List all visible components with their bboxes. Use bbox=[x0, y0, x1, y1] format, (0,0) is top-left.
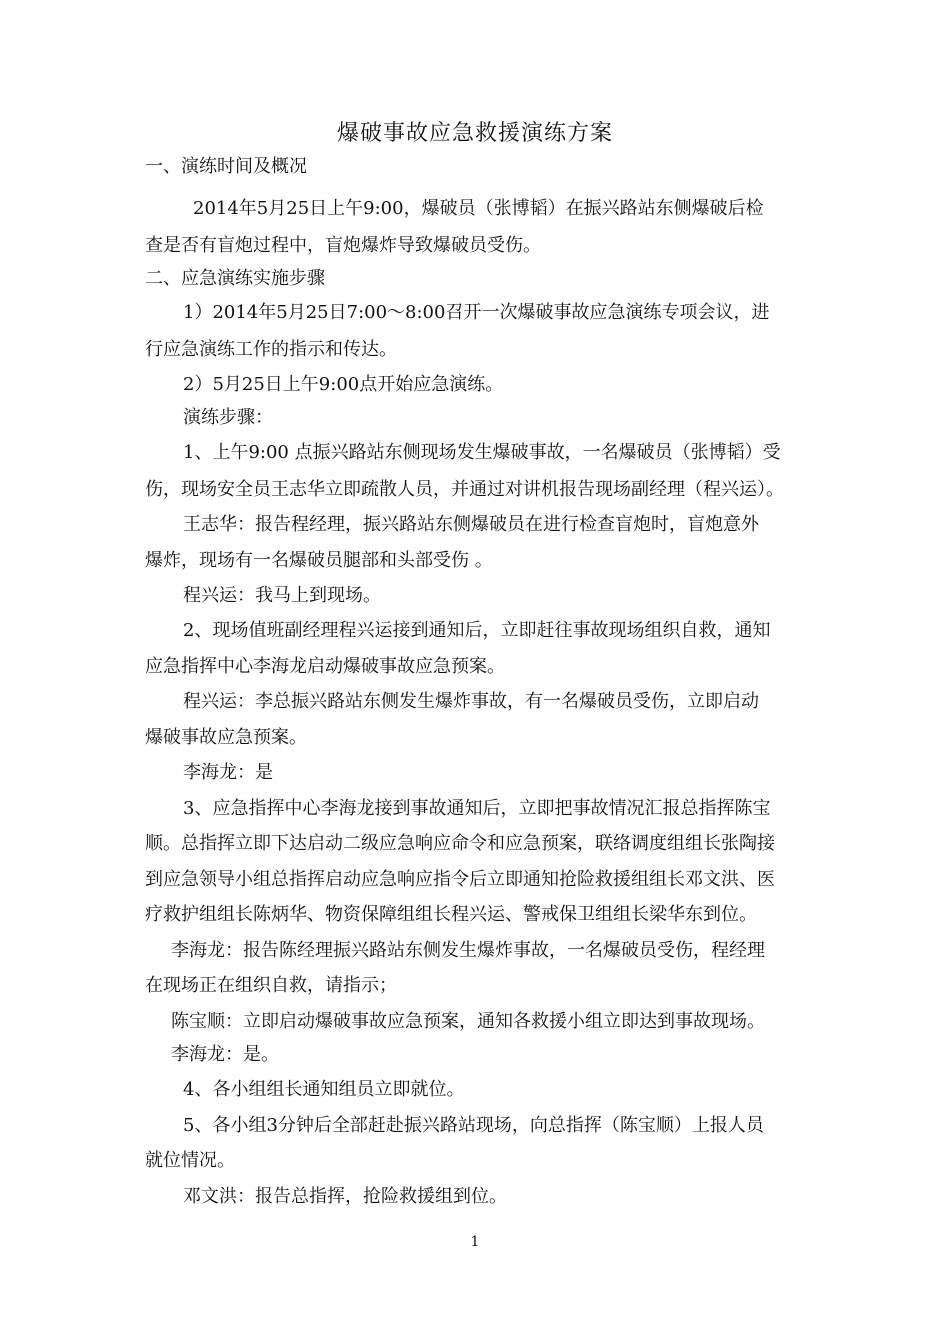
paragraph-line: 李海龙：报告陈经理振兴路站东侧发生爆炸事故，一名爆破员受伤，程经理 bbox=[171, 940, 765, 961]
paragraph-line: 4、各小组组长通知组员立即就位。 bbox=[183, 1079, 465, 1100]
paragraph-line: 李海龙：是。 bbox=[171, 1044, 279, 1065]
paragraph-line: 演练步骤： bbox=[183, 407, 273, 428]
paragraph-line: 1、上午9:00 点振兴路站东侧现场发生爆破事故，一名爆破员（张博韬）受 bbox=[183, 442, 781, 463]
section-heading: 二、应急演练实施步骤 bbox=[145, 268, 325, 289]
paragraph-line: 王志华：报告程经理，振兴路站东侧爆破员在进行检查盲炮时，盲炮意外 bbox=[183, 514, 759, 535]
paragraph-line: 2014年5月25日上午9:00，爆破员（张博韬）在振兴路站东侧爆破后检 bbox=[193, 198, 764, 219]
paragraph-line: 爆破事故应急预案。 bbox=[145, 727, 307, 748]
paragraph-line: 2）5月25日上午9:00点开始应急演练。 bbox=[183, 374, 504, 395]
paragraph-line: 查是否有盲炮过程中，盲炮爆炸导致爆破员受伤。 bbox=[145, 235, 541, 256]
paragraph-line: 在现场正在组织自救，请指示； bbox=[145, 975, 397, 996]
paragraph-line: 疗救护组组长陈炳华、物资保障组组长程兴运、警戒保卫组组长梁华东到位。 bbox=[145, 904, 757, 925]
paragraph-line: 到应急领导小组总指挥启动应急响应指令后立即通知抢险救援组组长邓文洪、医 bbox=[145, 869, 775, 890]
paragraph-line: 就位情况。 bbox=[145, 1150, 235, 1171]
paragraph-line: 2、现场值班副经理程兴运接到通知后，立即赶往事故现场组织自救，通知 bbox=[183, 620, 771, 641]
paragraph-line: 顺。总指挥立即下达启动二级应急响应命令和应急预案，联络调度组组长张陶接 bbox=[145, 833, 775, 854]
paragraph-line: 3、应急指挥中心李海龙接到事故通知后，立即把事故情况汇报总指挥陈宝 bbox=[183, 798, 771, 819]
paragraph-line: 伤，现场安全员王志华立即疏散人员，并通过对讲机报告现场副经理（程兴运）。 bbox=[145, 479, 784, 500]
paragraph-line: 李海龙：是 bbox=[183, 762, 273, 783]
paragraph-line: 程兴运：我马上到现场。 bbox=[183, 585, 381, 606]
section-heading: 一、演练时间及概况 bbox=[145, 156, 307, 177]
page-number: 1 bbox=[470, 1234, 480, 1250]
document-title: 爆破事故应急救援演练方案 bbox=[336, 121, 613, 146]
paragraph-line: 1）2014年5月25日7:00～8:00召开一次爆破事故应急演练专项会议，进 bbox=[183, 302, 770, 323]
paragraph-line: 爆炸，现场有一名爆破员腿部和头部受伤 。 bbox=[145, 550, 493, 571]
paragraph-line: 应急指挥中心李海龙启动爆破事故应急预案。 bbox=[145, 656, 505, 677]
paragraph-line: 程兴运：李总振兴路站东侧发生爆炸事故，有一名爆破员受伤，立即启动 bbox=[183, 691, 759, 712]
paragraph-line: 陈宝顺：立即启动爆破事故应急预案，通知各救援小组立即达到事故现场。 bbox=[171, 1011, 765, 1032]
paragraph-line: 行应急演练工作的指示和传达。 bbox=[145, 339, 397, 360]
paragraph-line: 邓文洪：报告总指挥，抢险救援组到位。 bbox=[183, 1186, 507, 1207]
paragraph-line: 5、各小组3分钟后全部赶赴振兴路站现场，向总指挥（陈宝顺）上报人员 bbox=[183, 1115, 764, 1136]
